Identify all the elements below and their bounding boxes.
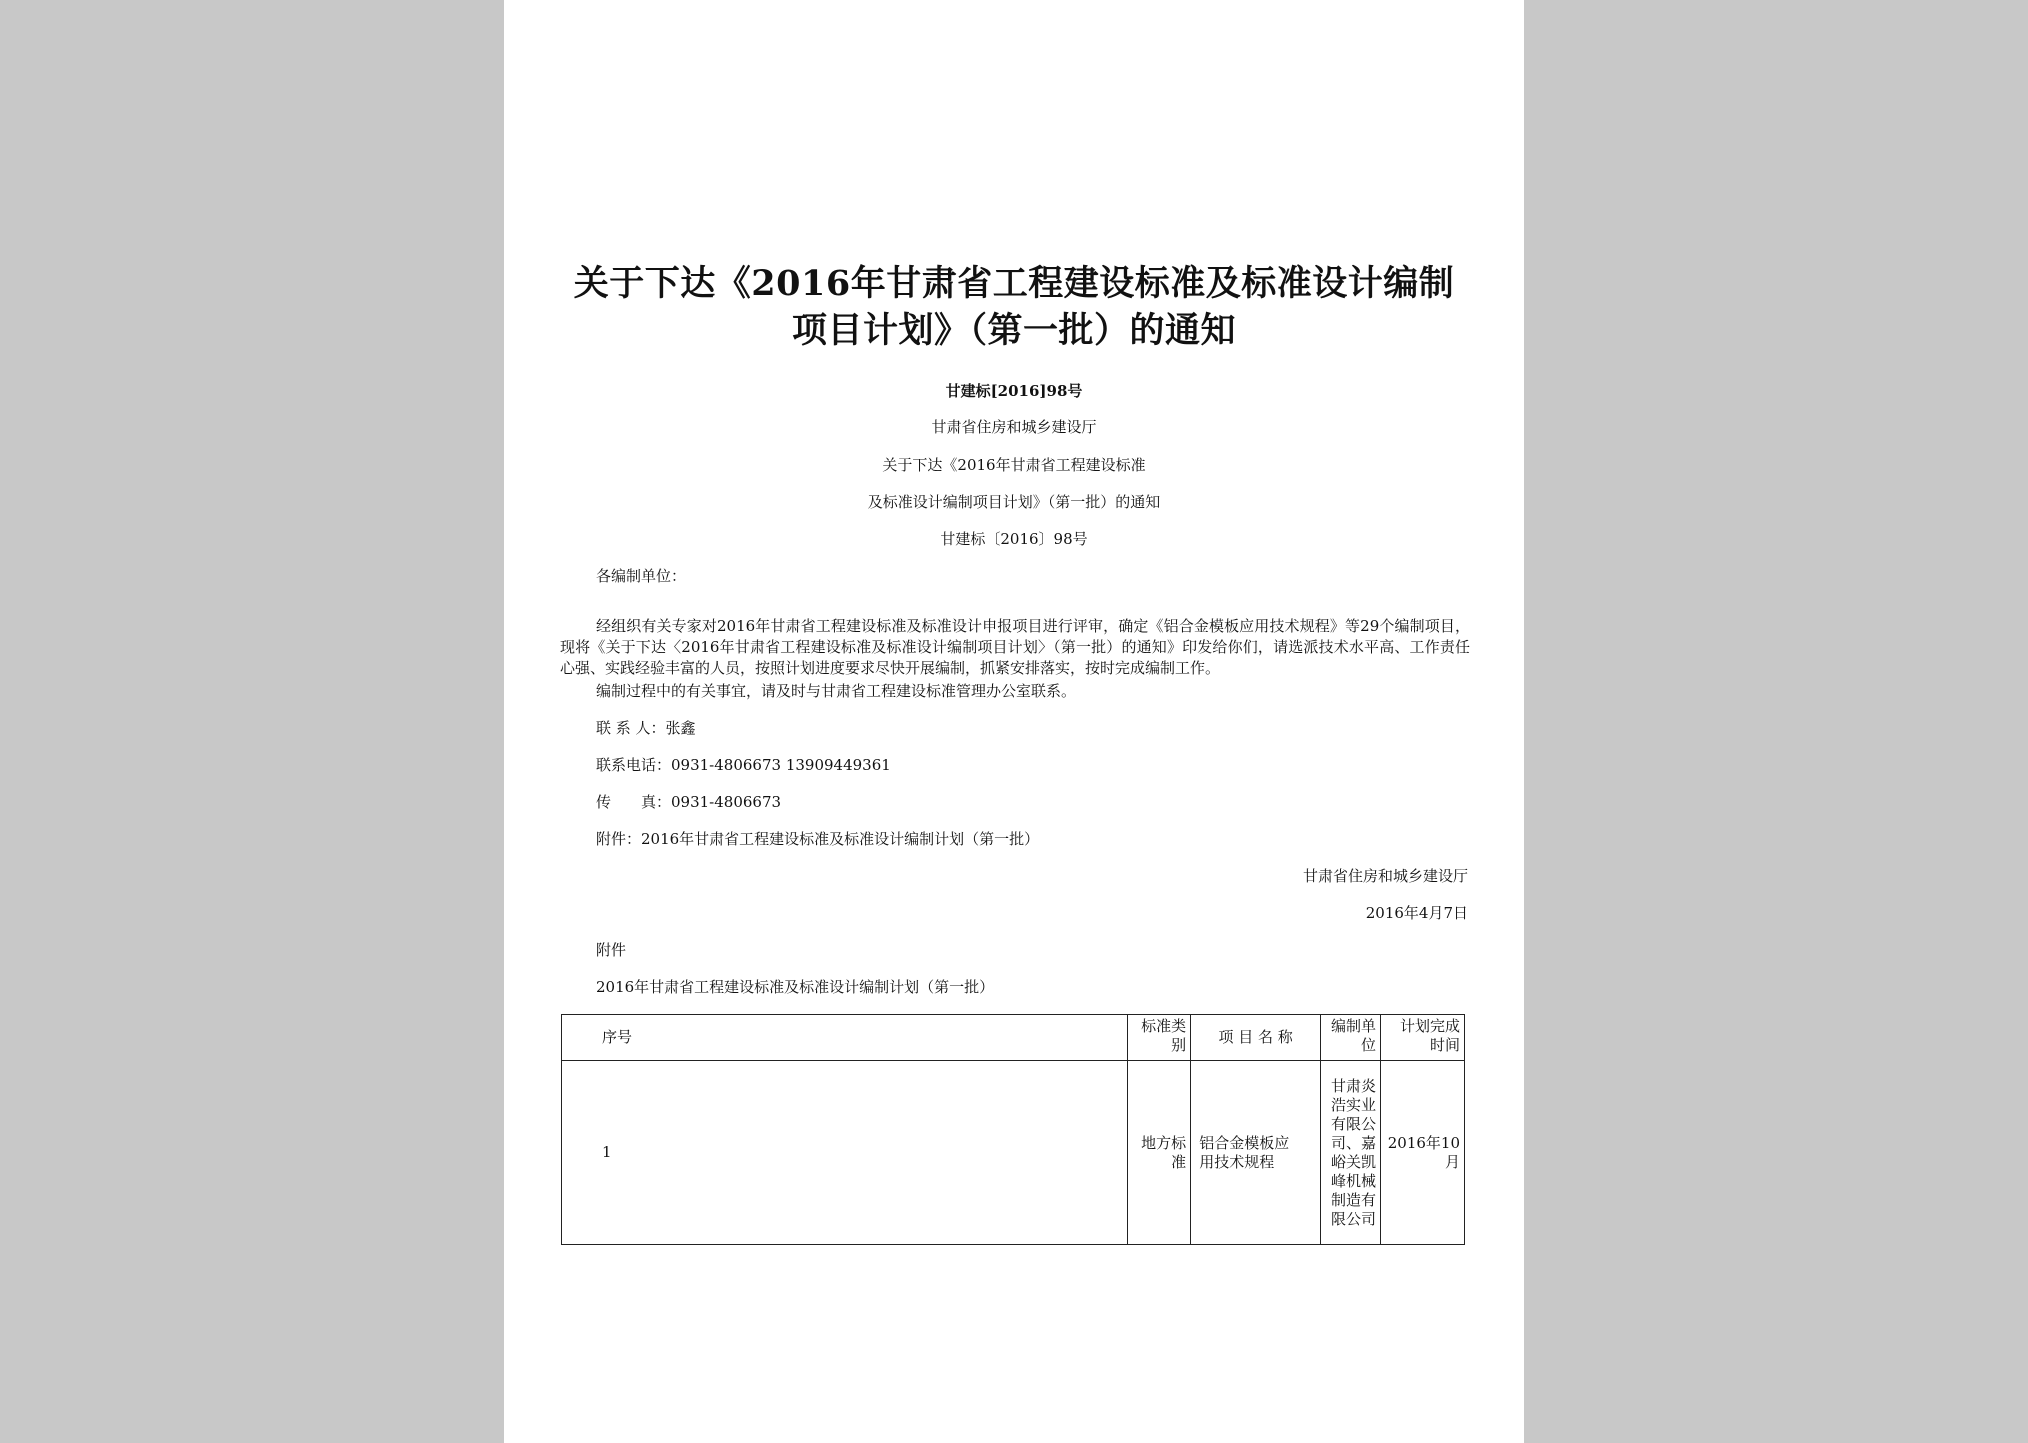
fax-number: 传 真：0931-4806673 [596, 793, 782, 811]
table-header-row [562, 1015, 1465, 1061]
header-seq: 序号 [562, 1015, 1128, 1061]
header-deadline: 计划完成时间 [1381, 1015, 1465, 1061]
cell-category: 地方标准 [1128, 1061, 1191, 1245]
plan-table [561, 1014, 1465, 1245]
notice-title-line1: 关于下达《2016年甘肃省工程建设标准及标准设计编制 [573, 263, 1455, 304]
document-number-bold: 甘建标[2016]98号 [945, 382, 1083, 400]
subtitle-line1: 关于下达《2016年甘肃省工程建设标准 [882, 456, 1146, 474]
signature: 甘肃省住房和城乡建设厅 [1302, 867, 1468, 885]
attachment-heading: 附件 [596, 941, 627, 959]
notice-title-line2: 项目计划》（第一批）的通知 [791, 310, 1236, 351]
cell-unit: 甘肃炎浩实业有限公司、嘉峪关凯峰机械制造有限公司 [1321, 1061, 1381, 1245]
cell-deadline: 2016年10月 [1381, 1061, 1465, 1245]
contact-person: 联 系 人：张鑫 [596, 719, 696, 737]
contact-note: 编制过程中的有关事宜，请及时与甘肃省工程建设标准管理办公室联系。 [596, 682, 1077, 700]
attachment-line: 附件：2016年甘肃省工程建设标准及标准设计编制计划（第一批） [596, 830, 1040, 848]
issuer-name: 甘肃省住房和城乡建设厅 [931, 418, 1097, 436]
cell-seq: 1 [562, 1061, 1128, 1245]
issue-date: 2016年4月7日 [1365, 904, 1468, 922]
header-name: 项 目 名 称 [1191, 1015, 1321, 1061]
document-page [504, 0, 1524, 1443]
header-category: 标准类别 [1128, 1015, 1191, 1061]
body-paragraph: 经组织有关专家对2016年甘肃省工程建设标准及标准设计申报项目进行评审，确定《铝合金模板应用技术规程》等29个编制项目，现将《关于下达〈2016年甘肃省工程建设标准及标准设计编制项目计划〉（第一批）的通知》印发给你们，请选派技术水平高、工作责任心强、实践经验丰富的人员，按照计划进度要求尽快开展编制，抓紧安排落实，按时完成编制工作。 [560, 617, 1470, 677]
cell-name: 铝合金模板应用技术规程 [1191, 1061, 1321, 1245]
header-unit: 编制单位 [1321, 1015, 1381, 1061]
addressee: 各编制单位： [596, 567, 687, 585]
table-row [562, 1061, 1465, 1245]
contact-phone: 联系电话：0931-4806673 13909449361 [596, 756, 891, 774]
plan-title: 2016年甘肃省工程建设标准及标准设计编制计划（第一批） [596, 978, 995, 996]
document-number: 甘建标〔2016〕98号 [940, 530, 1088, 548]
subtitle-line2: 及标准设计编制项目计划》（第一批）的通知 [867, 493, 1161, 511]
